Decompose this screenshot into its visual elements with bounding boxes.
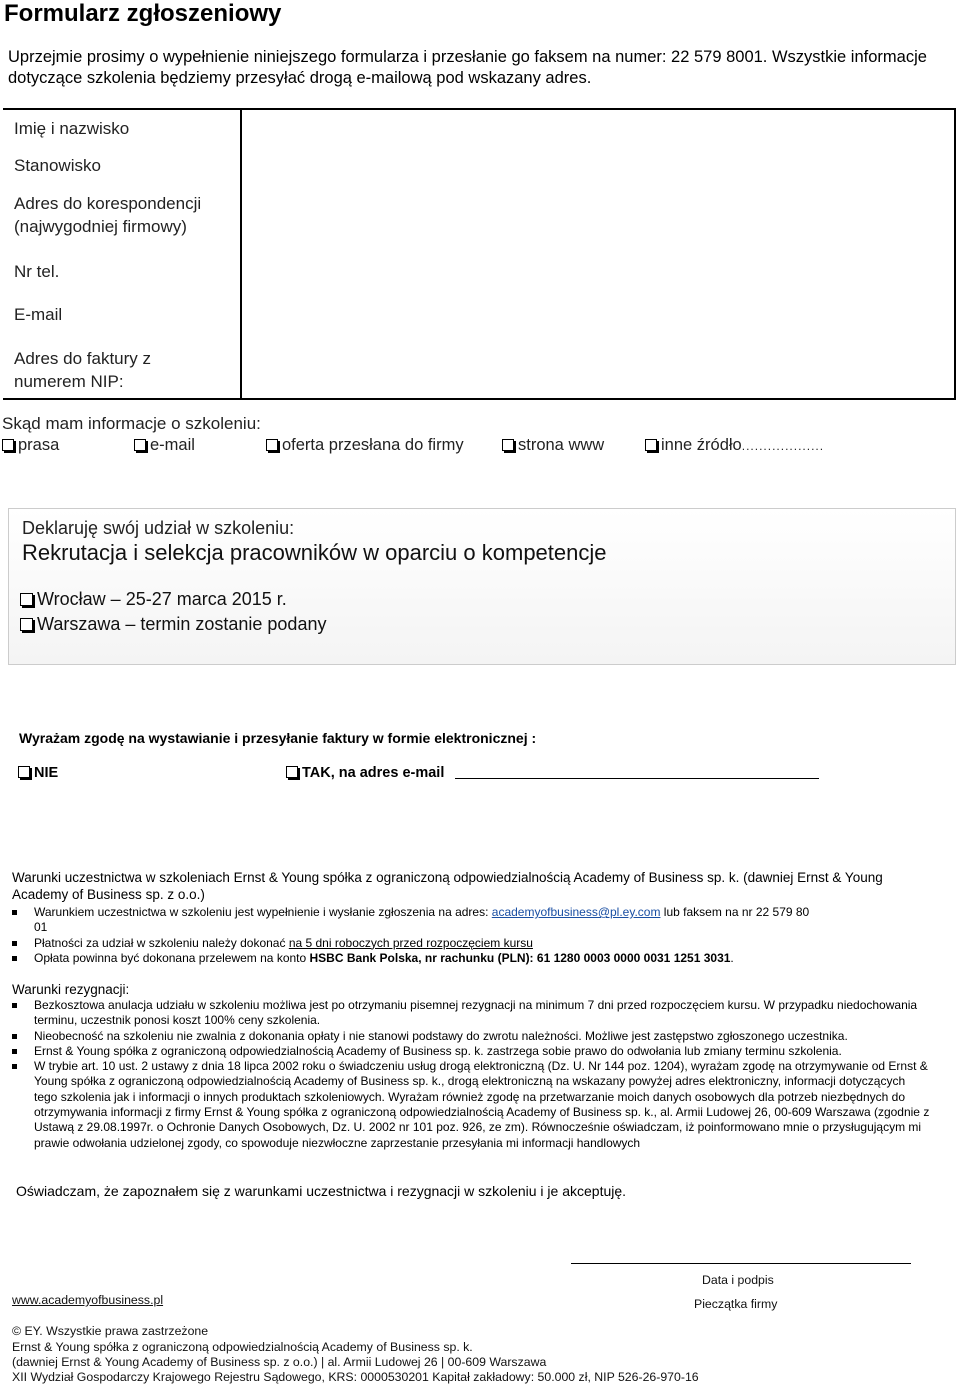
checkbox-icon[interactable]: [286, 766, 298, 778]
invoice-field[interactable]: [253, 350, 943, 390]
source-option-other[interactable]: [645, 436, 824, 455]
participation-rules: [10, 905, 810, 966]
company-address: (dawniej Ernst & Young Academy of Business sp. z o.o.) | al. Armii Ludowej 26 | 00-609 Warszawa: [12, 1355, 547, 1369]
option-warszawa-label: Warszawa – termin zostanie podany: [37, 614, 327, 634]
source-option-label: e-mail: [150, 436, 195, 454]
rule-bank-transfer: [10, 951, 810, 966]
resignation-rules: [10, 998, 930, 1151]
source-question: Skąd mam informacje o szkoleniu:: [2, 414, 261, 433]
checkbox-icon[interactable]: [645, 439, 657, 451]
checkbox-icon[interactable]: [134, 439, 146, 451]
source-option-label: prasa: [18, 436, 60, 454]
source-option-label: oferta przesłana do firmy: [282, 436, 464, 454]
participation-conditions-title: Warunki uczestnictwa w szkoleniach Ernst & Young spółka z ograniczoną odpowiedzialnością Academy of Business sp. k. (dawniej Ernst & Young Academy of Business sp. z o.o.): [12, 870, 883, 902]
rule-deadline: na 5 dni roboczych przed rozpoczęciem kursu: [288, 935, 533, 950]
address-label-line2: (najwygodniej firmowy): [14, 217, 187, 236]
phone-label: Nr tel.: [14, 262, 60, 281]
rule-registration: [10, 905, 810, 936]
source-option-label: strona www: [518, 436, 605, 454]
source-option-offer[interactable]: [266, 436, 464, 455]
rule-text: Płatności za udział w szkoleniu należy dokonać: [34, 935, 289, 950]
consent-yes[interactable]: [286, 765, 444, 781]
website-link[interactable]: www.academyofbusiness.pl: [12, 1293, 164, 1307]
rule-text: .: [730, 950, 734, 965]
company-stamp-label: Pieczątka firmy: [694, 1297, 778, 1311]
option-warszawa[interactable]: [20, 614, 326, 635]
checkbox-icon[interactable]: [18, 766, 30, 778]
position-label: Stanowisko: [14, 156, 101, 175]
copyright: © EY. Wszystkie prawa zastrzeżone: [12, 1324, 209, 1338]
email-link[interactable]: academyofbusiness@pl.ey.com: [491, 905, 661, 919]
declaration-box: [8, 508, 956, 665]
name-label: Imię i nazwisko: [14, 119, 130, 138]
invoice-label-line1: Adres do faktury z: [14, 349, 152, 368]
checkbox-icon[interactable]: [20, 618, 33, 631]
resignation-item: Bezkosztowa anulacja udziału w szkoleniu możliwa jest po otrzymaniu pisemnej rezygnacji na minimum 7 dni przed rozpoczęciem kursu. W przypadku niedochowania terminu, uczestnik ponosi koszt 100% ceny szkolenia.: [10, 998, 930, 1029]
page-title: Formularz zgłoszeniowy: [4, 0, 282, 27]
checkbox-icon[interactable]: [2, 439, 14, 451]
source-option-label: inne źródło: [661, 436, 742, 454]
acceptance-statement: Oświadczam, że zapoznałem się z warunkami uczestnictwa i rezygnacji w szkoleniu i je akceptuję.: [16, 1183, 627, 1199]
resignation-item: Ernst & Young spółka z ograniczoną odpowiedzialnością Academy of Business sp. k. zastrzega sobie prawo do odwołania lub zmiany terminu szkolenia.: [10, 1044, 930, 1059]
consent-yes-label: TAK, na adres e-mail: [302, 765, 445, 781]
source-option-email[interactable]: [134, 436, 195, 455]
course-title: Rekrutacja i selekcja pracowników w oparciu o kompetencje: [22, 540, 607, 565]
source-option-www[interactable]: [502, 436, 604, 455]
email-field[interactable]: [253, 302, 943, 326]
resignation-item: Nieobecność na szkoleniu nie zwalnia z dokonania opłaty i nie stanowi podstawy do zwrotu należności. Możliwe jest zastępstwo zgłoszonego uczestnika.: [10, 1029, 930, 1044]
address-field[interactable]: [253, 198, 943, 238]
phone-field[interactable]: [253, 259, 943, 283]
email-label: E-mail: [14, 305, 63, 324]
resignation-item: W trybie art. 10 ust. 2 ustawy z dnia 18 lipca 2002 roku o świadczeniu usług drogą elektroniczną (Dz. U. Nr 144 poz. 1204), wyrażam zgodę na otrzymywanie od Ernst & Young spółka z ograniczoną odpowiedzialnością Academy of Business sp. k., drogą elektroniczną na wskazany powyżej adres elektroniczny, informacji dotyczących tego szkolenia jak i informacji o innych produktach szkoleniowych. Wyrażam również zgodę na przetwarzanie moich danych osobowych dla potrzeb niezbędnych do otrzymywania informacji z firmy Ernst & Young spółka z ograniczoną odpowiedzialnością Academy of Business sp. k., al. Armii Ludowej 26, 00-609 Warszawa (zgodnie z Ustawą z 29.08.1997r. o Ochronie Danych Osobowych, Dz. U. 2002 nr 101 poz. 926, ze zm). Równocześnie oświadczam, iż poinformowano mnie o przysługującym mi prawie odwołania udzielonej zgody, co spowoduje niezwłoczne zaprzestanie przesyłania mi informacji handlowych: [10, 1059, 930, 1151]
other-source-blank[interactable]: ...................: [741, 439, 825, 453]
signature-line[interactable]: [571, 1263, 911, 1264]
consent-no[interactable]: [18, 765, 58, 781]
checkbox-icon[interactable]: [502, 439, 514, 451]
company-name: Ernst & Young spółka z ograniczoną odpowiedzialnością Academy of Business sp. k.: [12, 1340, 473, 1354]
option-wroclaw-label: Wrocław – 25-27 marca 2015 r.: [37, 589, 287, 609]
e-invoice-consent: Wyrażam zgodę na wystawianie i przesyłanie faktury w formie elektronicznej :: [19, 730, 537, 746]
rule-text: Opłata powinna być dokonana przelewem na konto: [34, 950, 310, 965]
consent-email-blank[interactable]: [455, 778, 819, 779]
company-registration: XII Wydział Gospodarczy Krajowego Rejestru Sądowego, KRS: 0000530201 Kapitał zakładowy: 50.000 zł, NIP 526-26-970-16: [12, 1370, 699, 1384]
bank-account: HSBC Bank Polska, nr rachunku (PLN): 61 1280 0003 0000 0031 1251 3031: [309, 950, 731, 965]
consent-no-label: NIE: [34, 765, 59, 781]
rule-text: Warunkiem uczestnictwa w szkoleniu jest wypełnienie i wysłanie zgłoszenia na adres:: [34, 905, 492, 919]
date-signature-label: Data i podpis: [702, 1273, 774, 1287]
invoice-label-line2: numerem NIP:: [14, 372, 124, 391]
registration-form: [3, 108, 956, 400]
declaration-label: Deklaruję swój udział w szkoleniu:: [22, 518, 295, 538]
rule-payment-deadline: [10, 936, 810, 951]
position-field[interactable]: [253, 153, 943, 177]
resignation-title: Warunki rezygnacji:: [12, 982, 130, 997]
rule-text: lub faksem na nr 22 579 80 01: [34, 905, 810, 935]
checkbox-icon[interactable]: [20, 593, 33, 606]
name-field[interactable]: [253, 116, 943, 140]
form-divider: [240, 110, 242, 398]
checkbox-icon[interactable]: [266, 439, 278, 451]
intro-text: Uprzejmie prosimy o wypełnienie niniejszego formularza i przesłanie go faksem na numer: 22 579 8001. Wszystkie informacje dotyczące szkolenia będziemy przesyłać drogą e-mailową pod wskazany adres.: [8, 48, 927, 87]
option-wroclaw[interactable]: [20, 589, 287, 610]
source-option-press[interactable]: [2, 436, 59, 455]
address-label-line1: Adres do korespondencji: [14, 194, 202, 213]
